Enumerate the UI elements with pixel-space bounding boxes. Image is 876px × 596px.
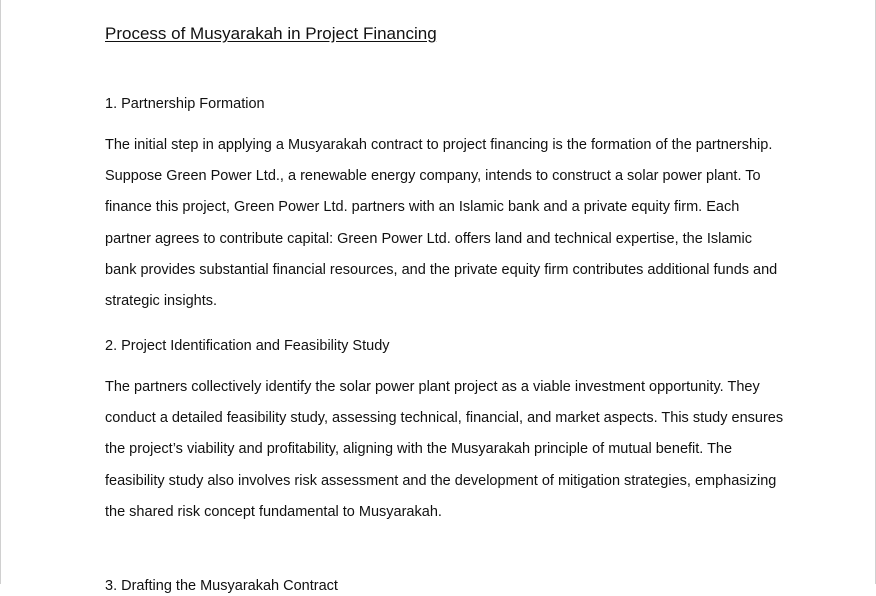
section-paragraph-partnership-formation: The initial step in applying a Musyarakah contract to project financing is the formation of the partnership. Suppose Green Power Ltd., a renewable energy company, intends to construct a solar power plant. To finance this project, Green Power Ltd. partners with an Islamic bank and a private equity firm. Each partner agrees to contribute capital: Green Power Ltd. offers land and technical expertise, the Islamic bank provides substantial financial resources, and the private equity firm contributes additional funds and strategic insights.: [105, 137, 778, 310]
section-paragraph-feasibility-study: The partners collectively identify the solar power plant project as a viable investment opportunity. They conduct a detailed feasibility study, assessing technical, financial, and market aspects. This study ensures the project’s viability and profitability, aligning with the Musyarakah principle of mutual benefit. The feasibility study also involves risk assessment and the development of mitigation strategies, emphasizing the shared risk concept fundamental to Musyarakah.: [105, 379, 784, 520]
document-title: Process of Musyarakah in Project Financing: [105, 24, 437, 43]
section-heading-feasibility-study: 2. Project Identification and Feasibility Study: [105, 338, 390, 354]
section-heading-drafting-contract: 3. Drafting the Musyarakah Contract: [105, 578, 338, 594]
section-heading-partnership-formation: 1. Partnership Formation: [105, 96, 265, 112]
document-body: [105, 22, 805, 594]
